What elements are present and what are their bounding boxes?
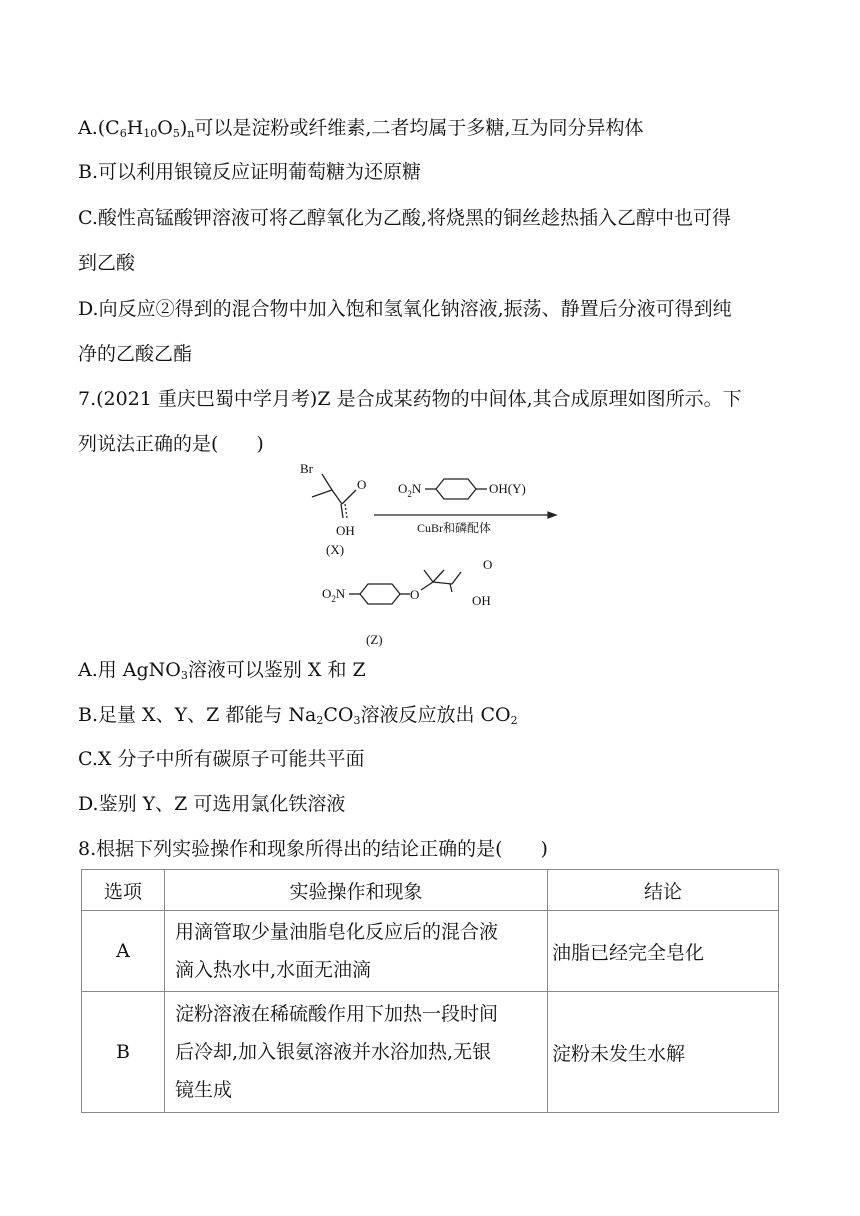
q7-option-d: D.鉴别 Y、Z 可选用氯化铁溶液 [78,793,346,815]
q7-b-sub: 2 [510,714,518,727]
operation-line: 滴入热水中,水面无油滴 [175,959,372,981]
x-o-label: O [357,477,367,492]
row-option: A [82,911,165,992]
q7-option-c: C.X 分子中所有碳原子可能共平面 [78,748,365,770]
row-operation [165,992,548,1113]
reaction-scheme-figure [290,460,590,650]
x-compound-label: (X) [326,542,345,557]
reaction-condition: CuBr和磷配体 [417,521,492,535]
q6-a-text: H [126,117,144,139]
q7-option-b [78,701,800,729]
q8-stem: 8.根据下列实验操作和现象所得出的结论正确的是( ) [78,838,548,860]
experiment-table [81,869,779,1113]
molecule-x [312,474,356,518]
y-o2n-label: $O_2N$ [398,481,422,499]
z-o-label: O [483,557,493,572]
q6-option-b: B.可以利用银镜反应证明葡萄糖为还原糖 [78,161,422,183]
q7-stem-line2: 列说法正确的是( ) [78,433,264,455]
q7-a-text: A.用 AgNO [78,659,181,681]
header-conclusion: 结论 [548,870,779,911]
q7-a-sub: 3 [180,669,188,682]
q7-b-sub: 3 [353,714,361,727]
z-ether-o-label: O [410,587,420,602]
q6-option-c-line1: C.酸性高锰酸钾溶液可将乙醇氧化为乙酸,将烧黑的铜丝趁热插入乙醇中也可得 [78,207,731,229]
q6-a-sub: 6 [119,127,127,140]
molecule-z [349,570,461,604]
q6-option-a [78,114,800,142]
operation-line: 淀粉溶液在稀硫酸作用下加热一段时间 [175,1003,499,1025]
q6-a-text: O [157,117,173,139]
header-option: 选项 [82,870,165,911]
q7-b-text: CO [323,704,354,726]
table-header-row [82,870,779,911]
z-compound-label: (Z) [366,632,383,647]
q6-option-d-line2: 净的乙酸乙酯 [78,343,193,365]
q7-option-a [78,656,800,684]
operation-line: 后冷却,加入银氨溶液并水浴加热,无银 [175,1041,492,1063]
q7-b-sub: 2 [316,714,324,727]
row-operation [165,911,548,992]
x-oh-label: OH [336,523,355,538]
table-row [82,992,779,1113]
q6-a-text: 可以是淀粉或纤维素,二者均属于多糖,互为同分异构体 [194,117,644,139]
header-operation: 实验操作和现象 [165,870,548,911]
q6-option-c-line2: 到乙酸 [78,252,136,274]
q6-a-sub: 5 [172,127,180,140]
y-oh-label: OH(Y) [489,481,526,496]
z-o2n-label: $O_2N$ [322,586,346,604]
q6-a-text: A.(C [78,117,120,139]
reaction-arrow [374,512,556,518]
q6-option-d-line1: D.向反应②得到的混合物中加入饱和氢氧化钠溶液,振荡、静置后分液可得到纯 [78,298,732,320]
z-oh-label: OH [472,593,491,608]
x-br-label: Br [300,461,313,476]
q6-a-sub: 10 [143,127,158,140]
row-option: B [82,992,165,1113]
benzene-ring-y [425,479,487,499]
q7-a-text: 溶液可以鉴别 X 和 Z [187,659,366,681]
q6-a-text: ) [179,117,188,139]
q7-b-text: B.足量 X、Y、Z 都能与 Na [78,704,317,726]
operation-line: 用滴管取少量油脂皂化反应后的混合液 [175,921,499,943]
operation-line: 镜生成 [175,1079,233,1101]
row-conclusion: 油脂已经完全皂化 [548,911,779,992]
row-conclusion: 淀粉未发生水解 [548,992,779,1113]
q6-a-sub: n [187,127,195,140]
table-row [82,911,779,992]
q7-stem-line1: 7.(2021 重庆巴蜀中学月考)Z 是合成某药物的中间体,其合成原理如图所示。下 [78,388,742,410]
q7-b-text: 溶液反应放出 CO [360,704,511,726]
